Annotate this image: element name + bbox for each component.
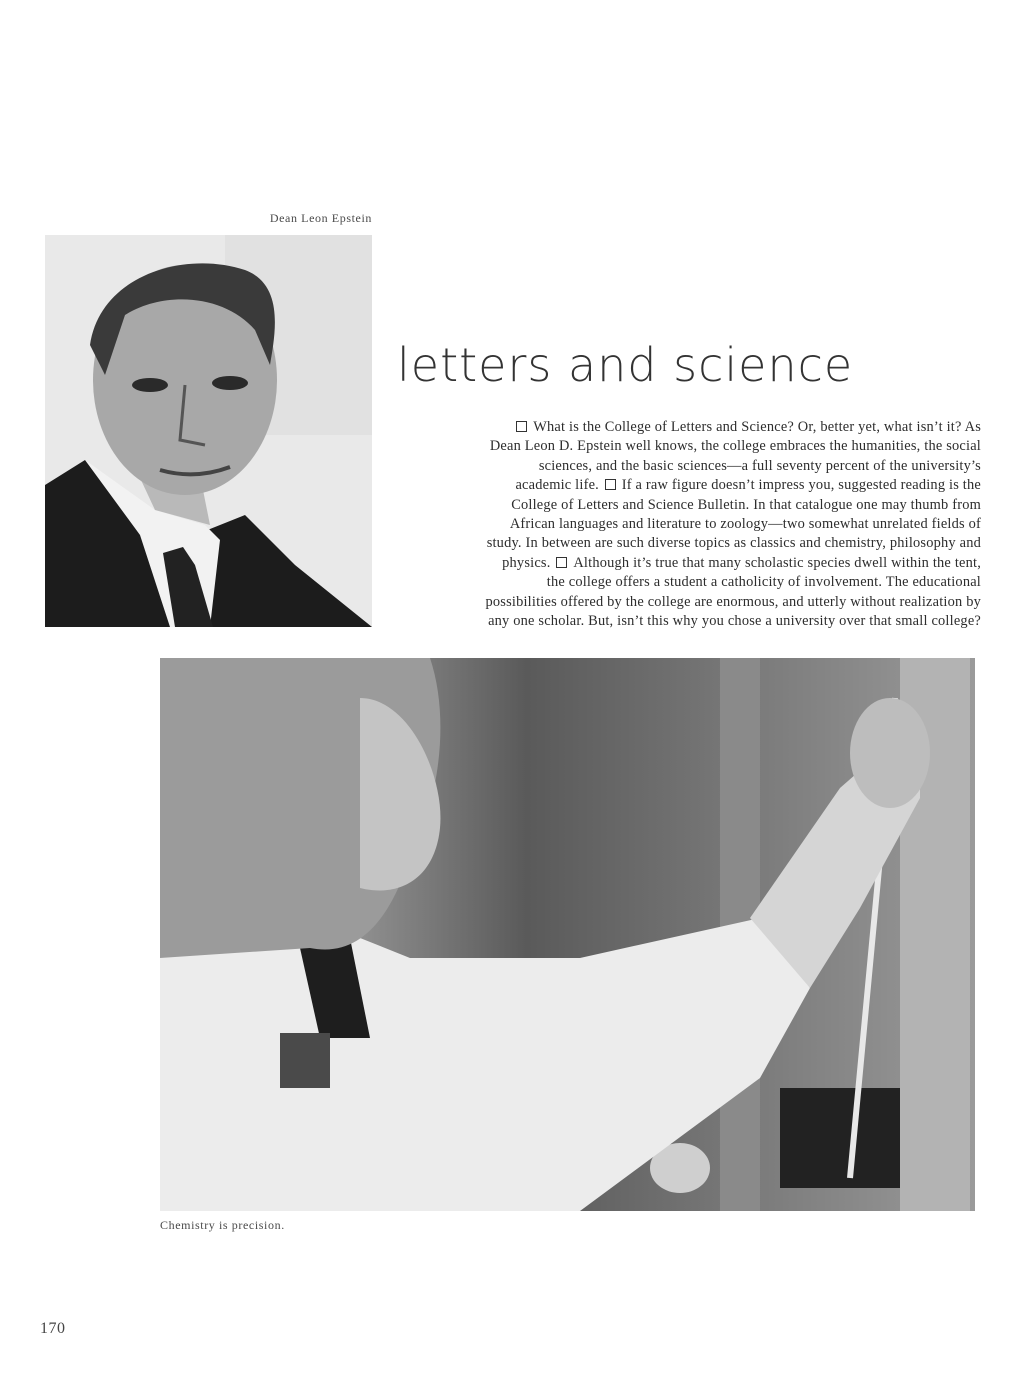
article-line-5: College of Letters and Science Bulletin. In that catalogue one may thumb from <box>511 496 981 513</box>
paragraph-mark-icon <box>605 479 616 490</box>
portrait-caption: Dean Leon Epstein <box>269 211 372 225</box>
article-line-10: possibilities offered by the college are enormous, and utterly without realization by <box>485 593 981 610</box>
dean-portrait-photo <box>45 235 372 627</box>
article-line-7: study. In between are such diverse topics as classics and chemistry, philosophy and <box>486 535 981 552</box>
section-title: letters and science <box>397 338 854 392</box>
article-line-9: the college offers a student a catholicity of involvement. The educational <box>546 574 981 591</box>
article-line-4: academic life. If a raw figure doesn’t impress you, suggested reading is the <box>515 477 981 494</box>
portrait-illustration <box>45 235 372 627</box>
page-number: 170 <box>40 1320 66 1337</box>
article-line-11: any one scholar. But, isn’t this why you chose a university over that small college? <box>488 613 981 630</box>
article-line-1: What is the College of Letters and Science? Or, better yet, what isn’t it? As <box>398 418 981 437</box>
article-line-6: African languages and literature to zoology—two somewhat unrelated fields of <box>509 516 981 533</box>
article-line-3: sciences, and the basic sciences—a full seventy percent of the university’s <box>538 457 981 474</box>
chemistry-lab-photo <box>160 658 975 1211</box>
lab-photo-caption: Chemistry is precision. <box>160 1218 285 1232</box>
article-line-2: Dean Leon D. Epstein well knows, the college embraces the humanities, the social <box>489 438 981 455</box>
article-body <box>398 418 981 631</box>
article-line-8: physics. Although it’s true that many scholastic species dwell within the tent, <box>502 554 981 571</box>
paragraph-mark-icon <box>556 557 567 568</box>
lab-illustration <box>160 658 975 1211</box>
paragraph-mark-icon <box>516 421 527 432</box>
